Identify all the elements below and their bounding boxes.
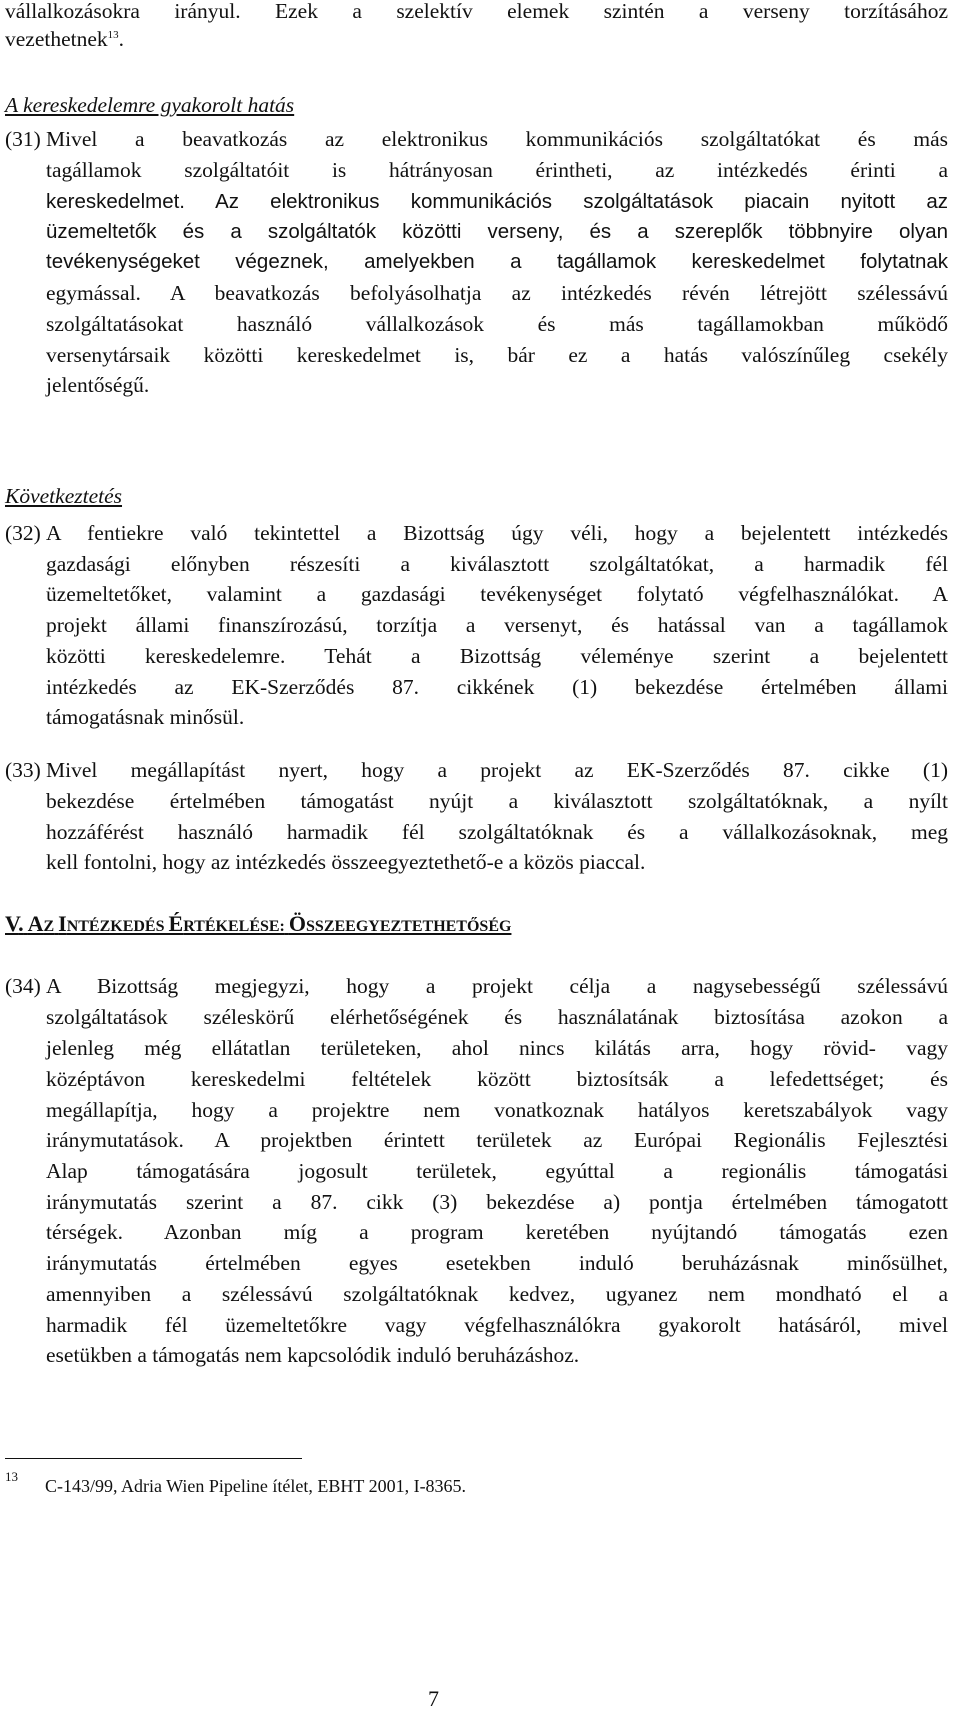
footnote-number: 13 [5,1469,18,1484]
p32-line: gazdasági előnyben részesíti a kiválasztott szolgáltatókat, a harmadik fél [46,552,948,576]
intro-line-2 [5,29,124,51]
p33-line: Mivel megállapítást nyert, hogy a projekt az EK-Szerződés 87. cikke (1) [46,758,948,782]
p32-line: üzemeltetőket, valamint a gazdasági tevékenységet folytató végfelhasználókat. A [46,582,948,606]
section-heading-v: V. AZ INTÉZKEDÉS ÉRTÉKELÉSE: ÖSSZEEGYEZTETHETŐSÉG [5,911,512,936]
p34-line: megállapítja, hogy a projektre nem vonatkoznak hatályos keretszabályok vagy [46,1098,948,1122]
p31-line: egymással. A beavatkozás befolyásolhatja az intézkedés révén létrejött szélessávú [46,281,948,305]
section-title-conclusion: Következtetés [5,484,123,508]
p34-line: A Bizottság megjegyzi, hogy a projekt célja a nagysebességű szélessávú [46,974,948,998]
footnote-reference[interactable]: 13 [107,28,119,41]
p34-line: jelenleg még ellátatlan területeken, ahol nincs kilátás arra, hogy rövid- vagy [46,1036,948,1060]
p31-line: Mivel a beavatkozás az elektronikus kommunikációs szolgáltatókat és más [46,127,948,151]
footnote-separator [5,1458,302,1459]
p34-line: harmadik fél üzemeltetőkre vagy végfelhasználókra gyakorolt hatásáról, mivel [46,1313,948,1337]
p34-line: amennyiben a szélessávú szolgáltatóknak kedvez, ugyanez nem mondható el a [46,1282,948,1306]
p32-line: A fentiekre való tekintettel a Bizottság úgy véli, hogy a bejelentett intézkedés [46,521,948,545]
page-number: 7 [428,1686,439,1711]
p34-line: iránymutatások. A projektben érintett területek az Európai Regionális Fejlesztési [46,1128,948,1152]
p34-line: térségek. Azonban míg a program keretében nyújtandó támogatás ezen [46,1220,948,1244]
p34-line: iránymutatás szerint a 87. cikk (3) bekezdése a) pontja értelmében támogatott [46,1190,948,1214]
p32-line: intézkedés az EK-Szerződés 87. cikkének (1) bekezdése értelmében állami [46,675,948,699]
intro-line-2-text: vezethetnek [5,27,108,51]
p31-line: jelentőségű. [46,373,150,397]
p33-line: bekezdése értelmében támogatást nyújt a kiválasztott szolgáltatóknak, a nyílt [46,789,948,813]
p32-line: közötti kereskedelemre. Tehát a Bizottság véleménye szerint a bejelentett [46,644,948,668]
section-title-trade: A kereskedelemre gyakorolt hatás [5,93,295,117]
paragraph-number-33: (33) [5,758,41,782]
p33-line: hozzáférést használó harmadik fél szolgáltatóknak és a vállalkozásoknak, meg [46,820,948,844]
p32-line: projekt állami finanszírozású, torzítja a versenyt, és hatással van a tagállamok [46,613,948,637]
p31-line: tevékenységeket végeznek, amelyekben a tagállamok kereskedelmet folytatnak [46,250,948,273]
p31-line: tagállamok szolgáltatóit is hátrányosan érintheti, az intézkedés érinti a [46,158,948,182]
intro-line-1: vállalkozásokra irányul. Ezek a szelektív elemek szintén a verseny torzításához [5,0,948,23]
p32-line: támogatásnak minősül. [46,705,245,729]
p34-line: esetükben a támogatás nem kapcsolódik induló beruházáshoz. [46,1343,580,1367]
paragraph-number-34: (34) [5,974,41,998]
p34-line: iránymutatás értelmében egyes esetekben induló beruházásnak minősülhet, [46,1251,948,1275]
p31-line: szolgáltatásokat használó vállalkozások és más tagállamokban működő [46,312,948,336]
paragraph-number-32: (32) [5,521,41,545]
paragraph-number-31: (31) [5,127,41,151]
footnote-text: C-143/99, Adria Wien Pipeline ítélet, EBHT 2001, I-8365. [45,1476,467,1496]
p34-line: szolgáltatások széleskörű elérhetőségének és használatának biztosítása azokon a [46,1005,948,1029]
p31-line: versenytársaik közötti kereskedelmet is, bár ez a hatás valószínűleg csekély [46,343,948,367]
p31-line: üzemeltetők és a szolgáltatók közötti verseny, és a szereplők többnyire olyan [46,220,948,243]
intro-line-2-suffix: . [118,27,125,51]
p34-line: középtávon kereskedelmi feltételek között biztosítsák a lefedettséget; és [46,1067,948,1091]
p33-line: kell fontolni, hogy az intézkedés összeegyeztethető-e a közös piaccal. [46,850,646,874]
p31-line: kereskedelmet. Az elektronikus kommunikációs szolgáltatások piacain nyitott az [46,190,948,213]
p34-line: Alap támogatására jogosult területek, egyúttal a regionális támogatási [46,1159,948,1183]
